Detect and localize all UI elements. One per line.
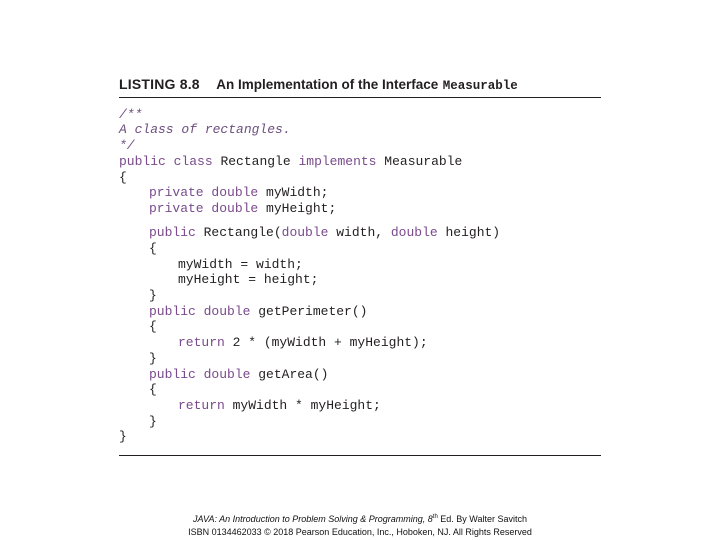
- bottom-rule: [119, 455, 601, 456]
- code-line: {: [149, 241, 157, 256]
- code-line: private double myHeight;: [149, 201, 337, 216]
- code-line: }: [119, 429, 127, 444]
- code-line: public Rectangle(double width, double height): [149, 225, 501, 240]
- code-line: myWidth = width;: [178, 257, 303, 272]
- code-line: {: [119, 170, 127, 185]
- footer-book-title: JAVA: An Introduction to Problem Solving & Programming, 8: [192, 514, 433, 524]
- code-line: return 2 * (myWidth + myHeight);: [178, 335, 428, 350]
- code-line: A class of rectangles.: [119, 122, 291, 137]
- code-line: {: [149, 382, 157, 397]
- code-line: /**: [119, 107, 143, 122]
- footer-author: Ed. By Walter Savitch: [437, 514, 527, 524]
- listing-number: LISTING 8.8: [119, 76, 200, 92]
- code-line: }: [149, 414, 157, 429]
- listing-interface-name: Measurable: [442, 79, 518, 93]
- footer-edition-suffix: th: [432, 514, 438, 520]
- code-line: return myWidth * myHeight;: [178, 398, 381, 413]
- code-line: }: [149, 351, 157, 366]
- code-listing: [119, 0, 599, 540]
- code-line: }: [149, 288, 157, 303]
- code-line: myHeight = height;: [178, 272, 319, 287]
- code-line: public class Rectangle implements Measurable: [119, 154, 463, 169]
- code-line: private double myWidth;: [149, 185, 329, 200]
- listing-title: An Implementation of the Interface: [216, 77, 439, 92]
- code-line: public double getArea(): [149, 367, 329, 382]
- code-line: public double getPerimeter(): [149, 304, 368, 319]
- code-line: */: [119, 138, 135, 153]
- footer-citation: [0, 514, 720, 524]
- code-line: {: [149, 319, 157, 334]
- footer-copyright: ISBN 0134462033 © 2018 Pearson Education, Inc., Hoboken, NJ. All Rights Reserved: [188, 527, 532, 537]
